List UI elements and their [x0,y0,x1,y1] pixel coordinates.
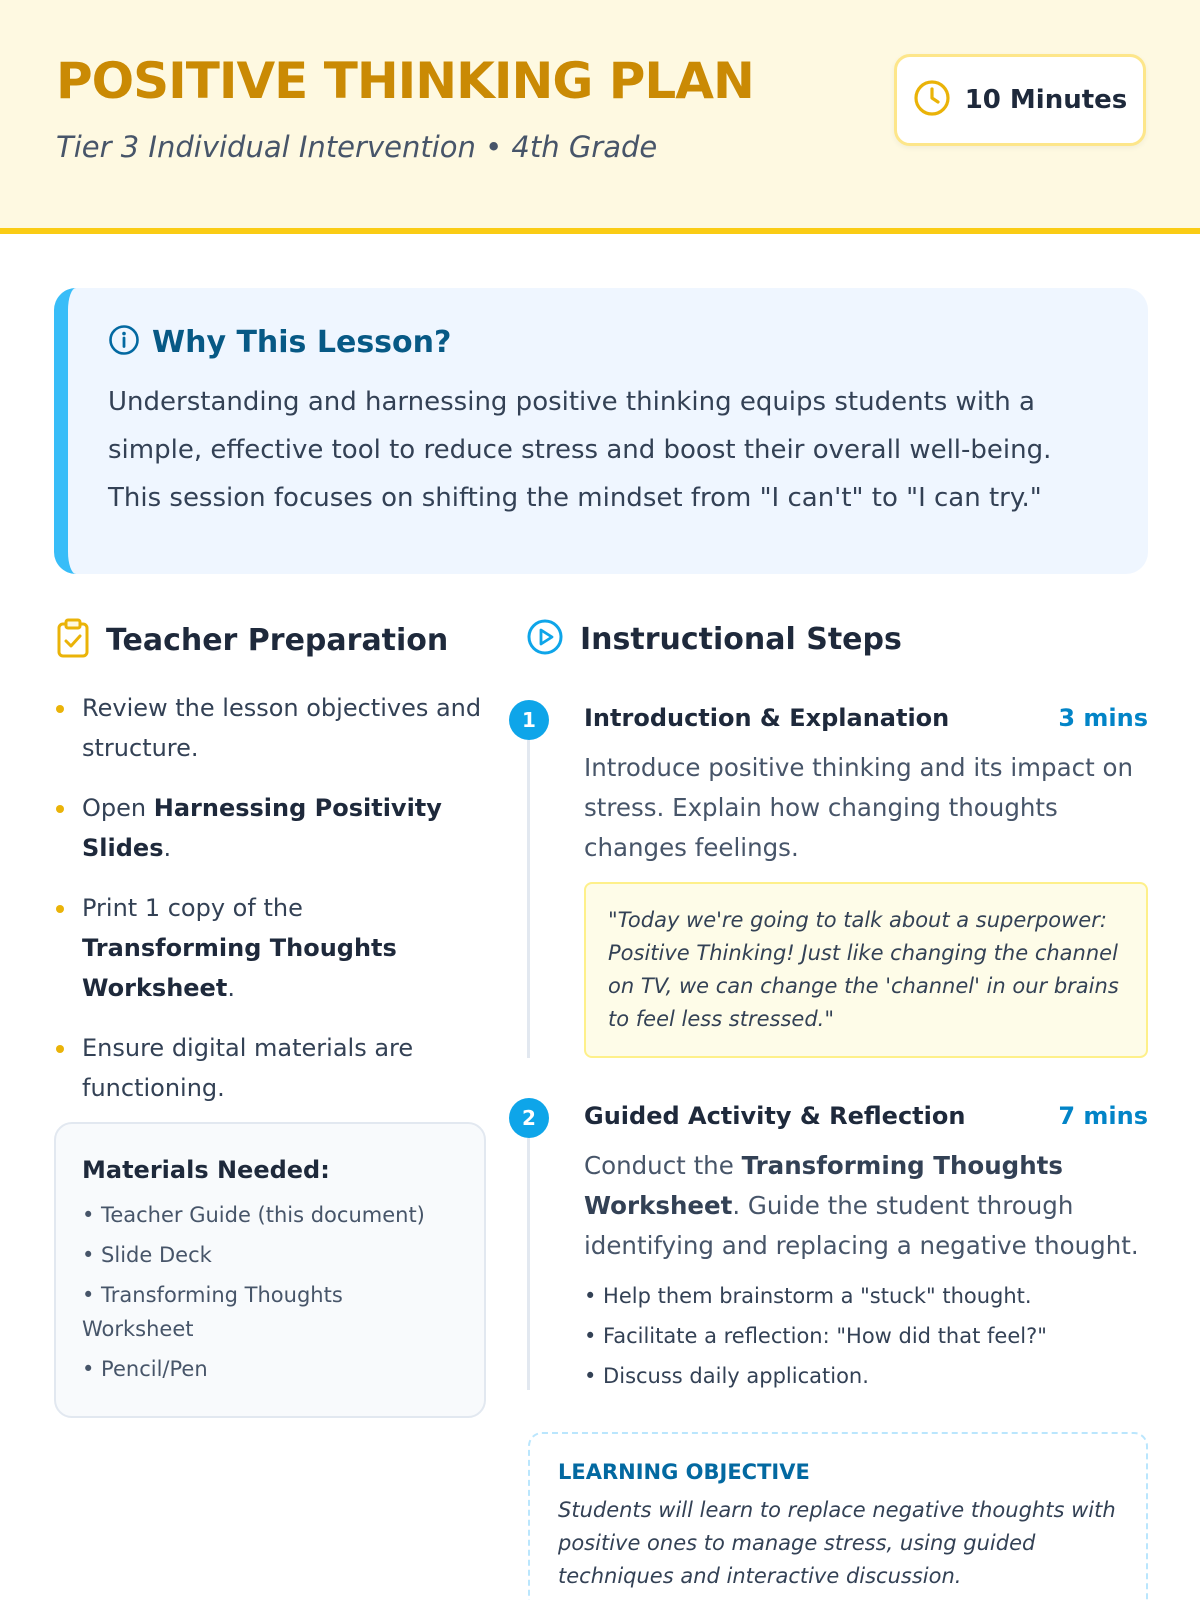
step-duration: 7 mins [1058,1102,1148,1130]
bullet-dot [56,705,64,713]
prep-item-bold: Harnessing Positivity Slides [82,794,442,862]
preparation-list [56,688,486,1128]
list-item [56,888,486,1008]
step-duration: 3 mins [1058,704,1148,732]
prep-item-text: Ensure digital materials are functioning. [82,1034,414,1102]
materials-card [54,1122,486,1418]
clipboard-check-icon [56,618,90,662]
step-title: Guided Activity & Reflection [584,1102,966,1130]
info-icon [108,324,140,360]
step-title: Introduction & Explanation [584,704,950,732]
prep-item-bold: Transforming Thoughts Worksheet [82,934,397,1002]
bullet-dot [56,1045,64,1053]
bullet-dot [56,805,64,813]
step-number-badge: 2 [509,1098,549,1138]
prep-item-text: . [163,834,172,862]
instructional-steps-title: Instructional Steps [580,621,902,657]
prep-item-text: Open [82,794,154,822]
why-text: Understanding and harnessing positive thinking equips students with a simple, effective tool to reduce stress and boost their overall well-being. This session focuses on shifting the mindset from "I can't" to "I can try." [108,387,1052,513]
header [0,0,1200,234]
timeline-line [527,1138,530,1390]
bullet-dot [56,905,64,913]
step-desc-bold: Transforming Thoughts Worksheet [584,1151,1063,1220]
learning-objective-card [528,1432,1148,1600]
list-item: • Facilitate a reflection: "How did that feel?" [584,1324,1047,1348]
list-item: • Pencil/Pen [82,1357,208,1381]
prep-item-text: Review the lesson objectives and structure. [82,694,482,762]
materials-list [82,1198,458,1386]
play-circle-icon [526,618,564,660]
step-desc-text: Conduct the [584,1151,742,1180]
duration-label: 10 Minutes [964,85,1128,115]
learning-objective-text: Students will learn to replace negative thoughts with positive ones to manage stress, using guided techniques and interactive discussion. [558,1498,1116,1588]
prep-item-text: . [227,974,235,1002]
teacher-preparation-header [56,618,448,662]
why-this-lesson-card [54,288,1148,574]
step-desc-text: . Guide the student through identifying and replacing a negative thought. [584,1191,1139,1260]
list-item: • Slide Deck [82,1243,212,1267]
list-item: • Discuss daily application. [584,1364,869,1388]
learning-objective-label: LEARNING OBJECTIVE [558,1460,810,1484]
step-bullets [584,1276,1047,1396]
clock-icon [913,79,951,121]
why-title: Why This Lesson? [152,324,452,360]
step-description [584,1146,1150,1266]
list-item: • Transforming Thoughts Worksheet [82,1283,343,1341]
step-description: Introduce positive thinking and its impact on stress. Explain how changing thoughts changes feelings. [584,753,1133,862]
page-subtitle: Tier 3 Individual Intervention • 4th Grade [56,130,658,164]
duration-badge [894,54,1146,146]
list-item: • Help them brainstorm a "stuck" thought. [584,1284,1032,1308]
list-item: • Teacher Guide (this document) [82,1203,425,1227]
instructional-steps-header [526,618,902,660]
step-number-badge: 1 [509,700,549,740]
teacher-preparation-title: Teacher Preparation [106,622,449,658]
page-title: POSITIVE THINKING PLAN [56,52,754,110]
teacher-script-quote: "Today we're going to talk about a superpower: Positive Thinking! Just like changing the channel on TV, we can change the 'channel' in our brains to feel less stressed." [584,882,1148,1058]
list-item [56,788,486,868]
materials-title: Materials Needed: [82,1156,330,1184]
timeline-line [527,740,530,1058]
prep-item-text: Print 1 copy of the [82,894,303,922]
list-item [56,688,486,768]
list-item [56,1028,486,1108]
